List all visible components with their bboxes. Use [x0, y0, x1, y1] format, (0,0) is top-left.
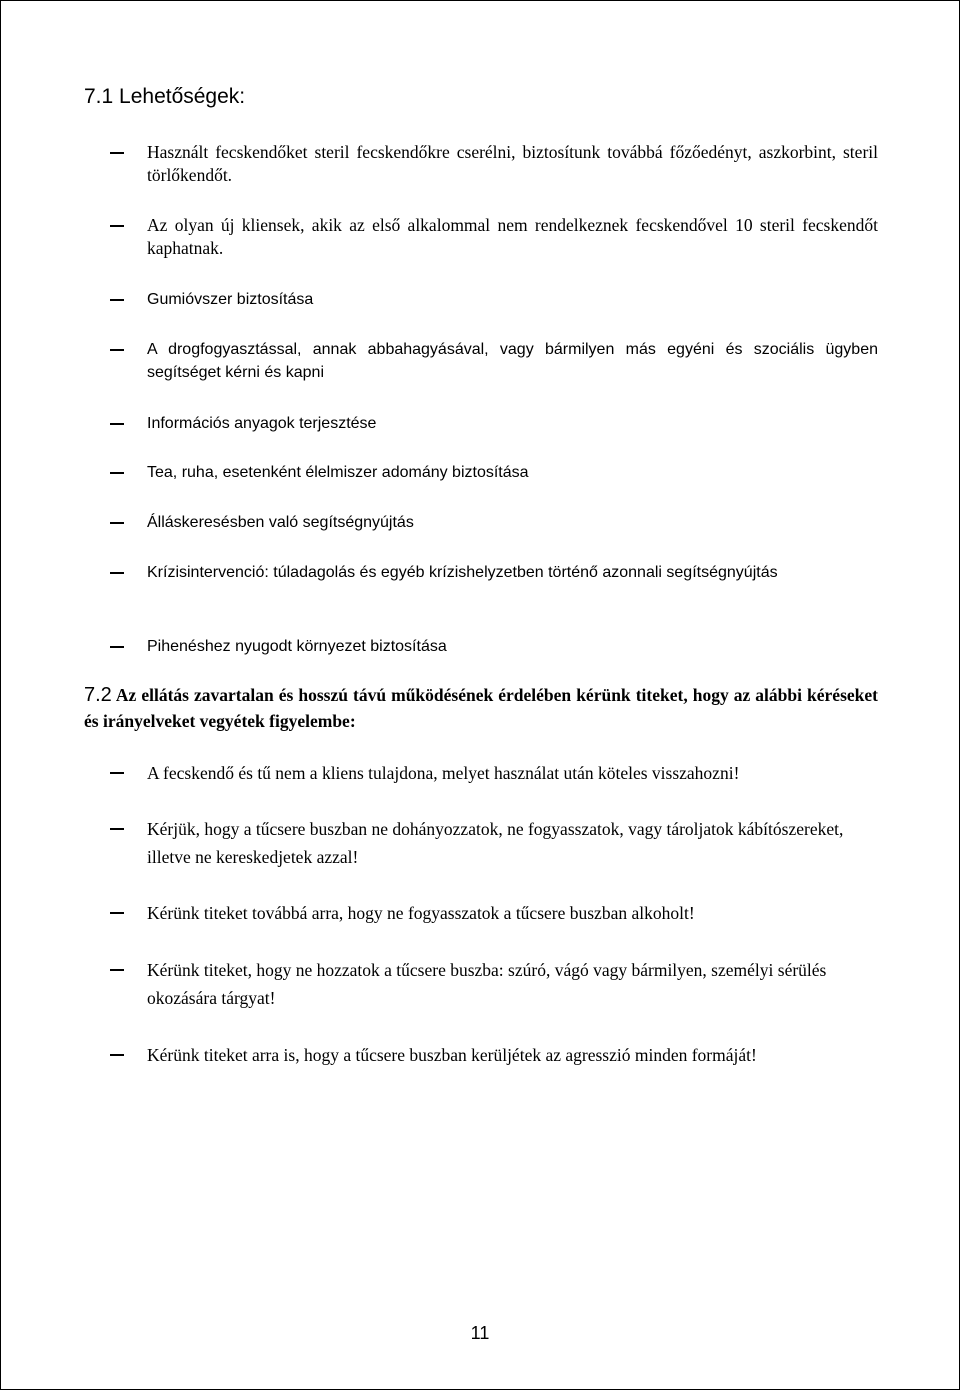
list-item: Információs anyagok terjesztése — [147, 412, 878, 435]
dash-bullet — [110, 522, 124, 524]
dash-bullet — [110, 152, 124, 154]
dash-bullet — [110, 225, 124, 227]
list-item: Az olyan új kliensek, akik az első alkalommal nem rendelkeznek fecskendővel 10 steril fecskendőt kaphatnak. — [147, 214, 878, 260]
list-item: Kérjük, hogy a tűcsere buszban ne dohányozzatok, ne fogyasszatok, vagy tároljatok kábítószereket, illetve ne kereskedjetek azzal! — [147, 815, 867, 871]
dash-bullet — [110, 828, 124, 830]
list-item: Kérünk titeket, hogy ne hozzatok a tűcsere buszba: szúró, vágó vagy bármilyen, személyi sérülés okozására tárgyat! — [147, 956, 837, 1012]
list-item: A fecskendő és tű nem a kliens tulajdona, melyet használat után köteles visszahozni! — [147, 759, 878, 787]
list-item: A drogfogyasztással, annak abbahagyásával, vagy bármilyen más egyéni és szociális ügyben segítséget kérni és kapni — [147, 338, 878, 384]
list-item: Tea, ruha, esetenként élelmiszer adomány biztosítása — [147, 461, 878, 484]
dash-bullet — [110, 969, 124, 971]
list-item: Használt fecskendőket steril fecskendőkre cserélni, biztosítunk továbbá főzőedényt, aszkorbint, steril törlőkendőt. — [147, 141, 878, 187]
dash-bullet — [110, 646, 124, 648]
dash-bullet — [110, 772, 124, 774]
page-number: 11 — [470, 1323, 490, 1343]
list-item: Pihenéshez nyugodt környezet biztosítása — [147, 635, 878, 658]
list-item: Krízisintervenció: túladagolás és egyéb krízishelyzetben történő azonnali segítségnyújtás — [147, 561, 878, 584]
dash-bullet — [110, 472, 124, 474]
section-2-number: 7.2 — [84, 684, 112, 706]
list-item: Kérünk titeket továbbá arra, hogy ne fogyasszatok a tűcsere buszban alkoholt! — [147, 899, 878, 927]
dash-bullet — [110, 349, 124, 351]
list-item: Gumióvszer biztosítása — [147, 288, 878, 311]
section-2-heading — [84, 682, 878, 734]
section-2-heading-text: Az ellátás zavartalan és hosszú távú működésének érdelében kérünk titeket, hogy az alábbi kéréseket és irányelveket vegyétek figyelembe: — [84, 685, 878, 731]
dash-bullet — [110, 423, 124, 425]
dash-bullet — [110, 912, 124, 914]
list-item: Kérünk titeket arra is, hogy a tűcsere buszban kerüljétek az agresszió minden formáját! — [147, 1041, 807, 1069]
section-1-heading: 7.1 Lehetőségek: — [84, 85, 246, 108]
dash-bullet — [110, 299, 124, 301]
list-item: Álláskeresésben való segítségnyújtás — [147, 511, 878, 534]
dash-bullet — [110, 1054, 124, 1056]
dash-bullet — [110, 572, 124, 574]
